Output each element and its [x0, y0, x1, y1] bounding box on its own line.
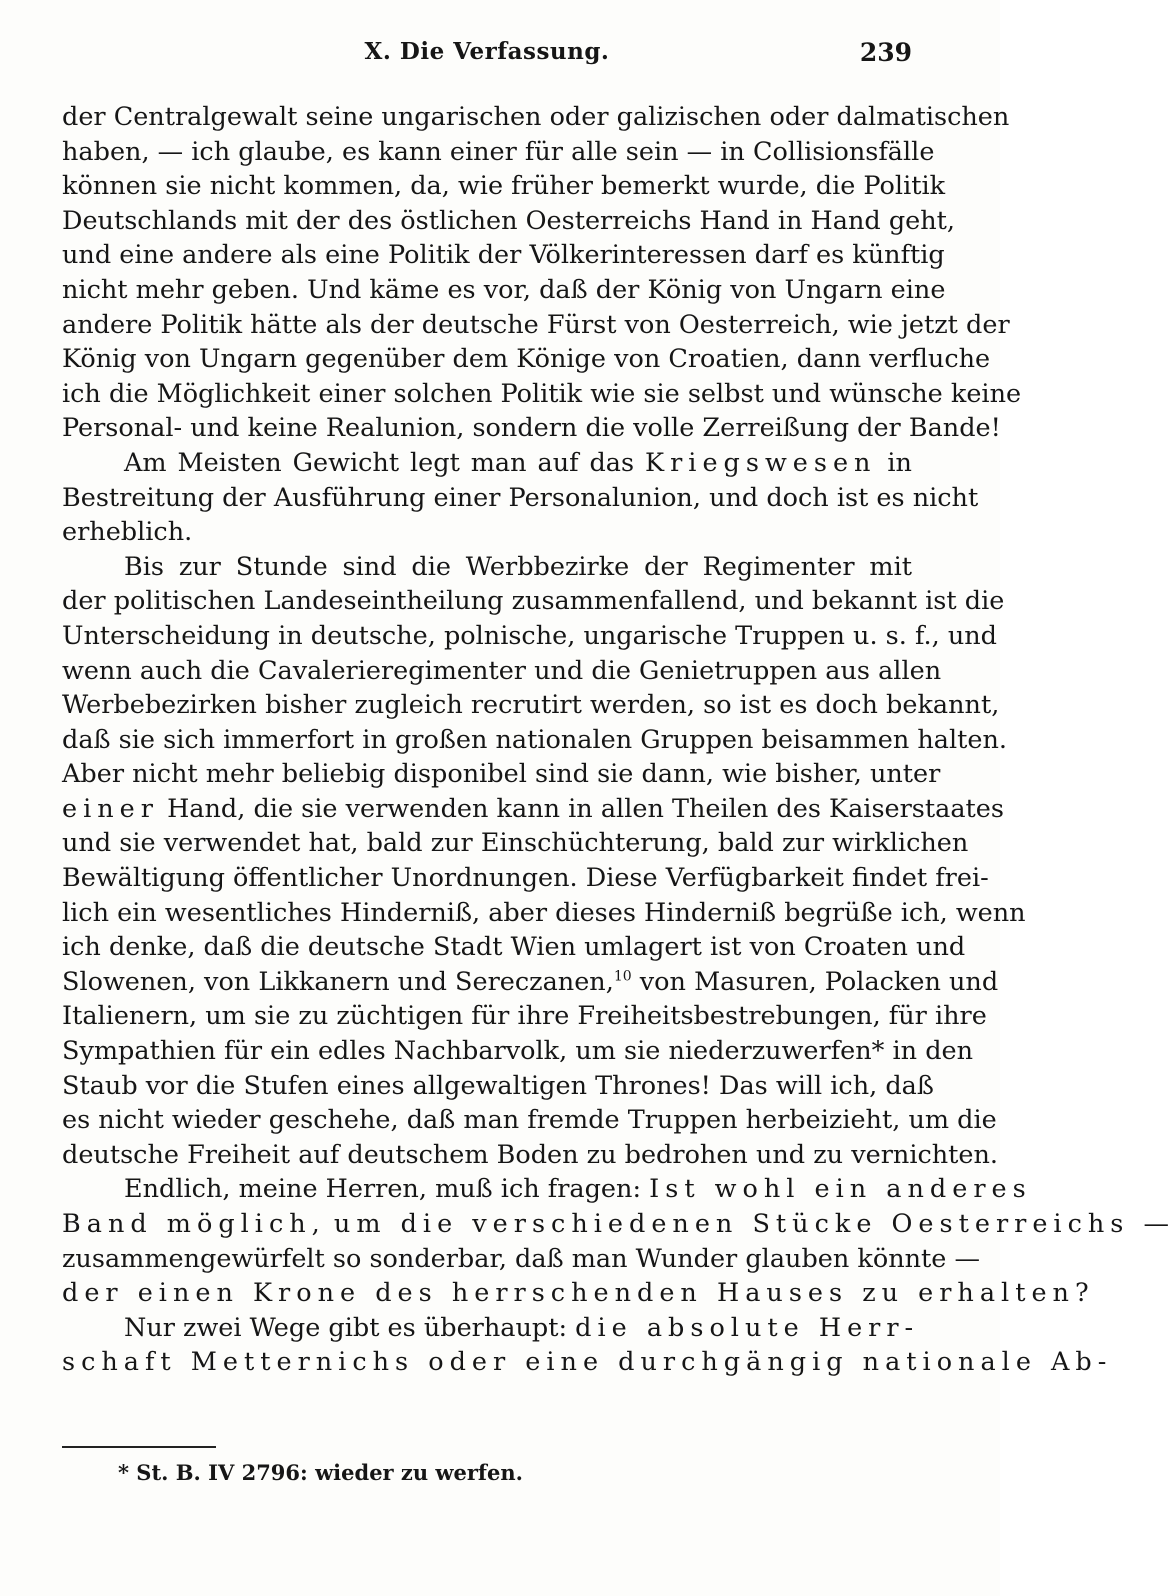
text-segment: Nur zwei Wege gibt es überhaupt: [124, 1312, 568, 1343]
text-line: Unterscheidung in deutsche, polnische, ungarische Truppen u. s. f., und [62, 620, 997, 651]
emphasis-question: Band möglich, [62, 1209, 326, 1239]
text-line [62, 1207, 1175, 1242]
text-line: zusammengewürfelt so sonderbar, daß man Wunder glauben könnte — [62, 1243, 980, 1274]
chapter-title: X. Die Verfassung. [364, 38, 610, 65]
text-line: ich die Möglichkeit einer solchen Politik wie sie selbst und wünsche keine [62, 378, 1022, 409]
footnote: * St. B. IV 2796: wieder zu werfen. [118, 1460, 523, 1485]
text-line: der einen Krone des herrschenden Hauses zu erhalten? [62, 1278, 1095, 1309]
running-head [62, 38, 912, 78]
emphasis-einer: einer [62, 793, 159, 824]
text-line: Bewältigung öffentlicher Unordnungen. Diese Verfügbarkeit findet frei- [62, 863, 989, 894]
text-line: Sympathien für ein edles Nachbarvolk, um sie niederzuwerfen* in den [62, 1036, 974, 1067]
text-line [62, 965, 999, 1000]
page-number: 239 [859, 38, 912, 67]
text-line: und eine andere als eine Politik der Völkerinteressen darf es künftig [62, 240, 945, 271]
text-line: Bestreitung der Ausführung einer Personalunion, und doch ist es nicht [62, 482, 979, 513]
text-line: Italienern, um sie zu züchtigen für ihre Freiheitsbestrebungen, für ihre [62, 1001, 987, 1032]
footnote-ref-10: 10 [613, 968, 632, 985]
text-line: deutsche Freiheit auf deutschem Boden zu bedrohen und zu vernichten. [62, 1139, 999, 1170]
text-line: Personal- und keine Realunion, sondern die volle Zerreißung der Bande! [62, 413, 1001, 444]
text-line: König von Ungarn gegenüber dem Könige von Croatien, dann verfluche [62, 344, 991, 375]
text-line: Werbebezirken bisher zugleich recrutirt werden, so ist es doch bekannt, [62, 690, 1000, 721]
text-line: lich ein wesentliches Hinderniß, aber dieses Hinderniß begrüße ich, wenn [62, 897, 1026, 928]
emphasis-question: um die verschiedenen Stücke Oesterreichs — [333, 1209, 1175, 1239]
text-line: Aber nicht mehr beliebig disponibel sind sie dann, wie bisher, unter [62, 759, 941, 790]
text-line: ich denke, daß die deutsche Stadt Wien umlagert ist von Croaten und [62, 932, 966, 963]
text-segment: von Masuren, Polacken und [639, 966, 999, 997]
text-segment: Endlich, meine Herren, muß ich fragen: [124, 1174, 642, 1205]
text-line: nicht mehr geben. Und käme es vor, daß der König von Ungarn eine [62, 274, 946, 305]
text-line: es nicht wieder geschehe, daß man fremde Truppen herbeizieht, um die [62, 1105, 997, 1136]
text-line: haben, — ich glaube, es kann einer für alle sein — in Collisionsfälle [62, 136, 935, 167]
text-line: andere Politik hätte als der deutsche Fürst von Oesterreich, wie jetzt der [62, 309, 1010, 340]
text-line: Deutschlands mit der des östlichen Oesterreichs Hand in Hand geht, [62, 205, 956, 236]
text-line [62, 1172, 1032, 1207]
footnote-divider [62, 1446, 216, 1448]
emphasis-absolute: die absolute Herr- [575, 1312, 920, 1343]
text-line: und sie verwendet hat, bald zur Einschüchterung, bald zur wirklichen [62, 828, 969, 859]
text-segment: Slowenen, von Likkanern und Sereczanen, [62, 966, 614, 997]
text-line: erheblich. [62, 517, 193, 548]
text-line: wenn auch die Cavalerieregimenter und die Genietruppen aus allen [62, 655, 942, 686]
emphasis-kriegswesen: Kriegswesen [645, 447, 877, 478]
text-segment: Am Meisten Gewicht legt man auf das [124, 447, 635, 478]
text-line: können sie nicht kommen, da, wie früher bemerkt wurde, die Politik [62, 171, 946, 202]
text-line: der Centralgewalt seine ungarischen oder galizischen oder dalmatischen [62, 102, 1010, 132]
text-line: Bis zur Stunde sind die Werbbezirke der Regimenter mit [124, 551, 912, 582]
emphasis-question: Ist wohl ein anderes [649, 1174, 1032, 1205]
text-line [62, 1311, 920, 1346]
body-text [62, 100, 1175, 1380]
text-line: der politischen Landeseintheilung zusammenfallend, und bekannt ist die [62, 586, 1005, 617]
text-line [62, 446, 912, 481]
text-line: daß sie sich immerfort in großen nationalen Gruppen beisammen halten. [62, 724, 1008, 755]
text-line [62, 792, 1004, 827]
text-segment: Hand, die sie verwenden kann in allen Theilen des Kaiserstaates [167, 793, 1004, 824]
text-line: Staub vor die Stufen eines allgewaltigen Thrones! Das will ich, daß [62, 1070, 934, 1101]
text-segment: in [887, 447, 912, 478]
text-line: schaft Metternichs oder eine durchgängig nationale Ab- [62, 1347, 1113, 1378]
